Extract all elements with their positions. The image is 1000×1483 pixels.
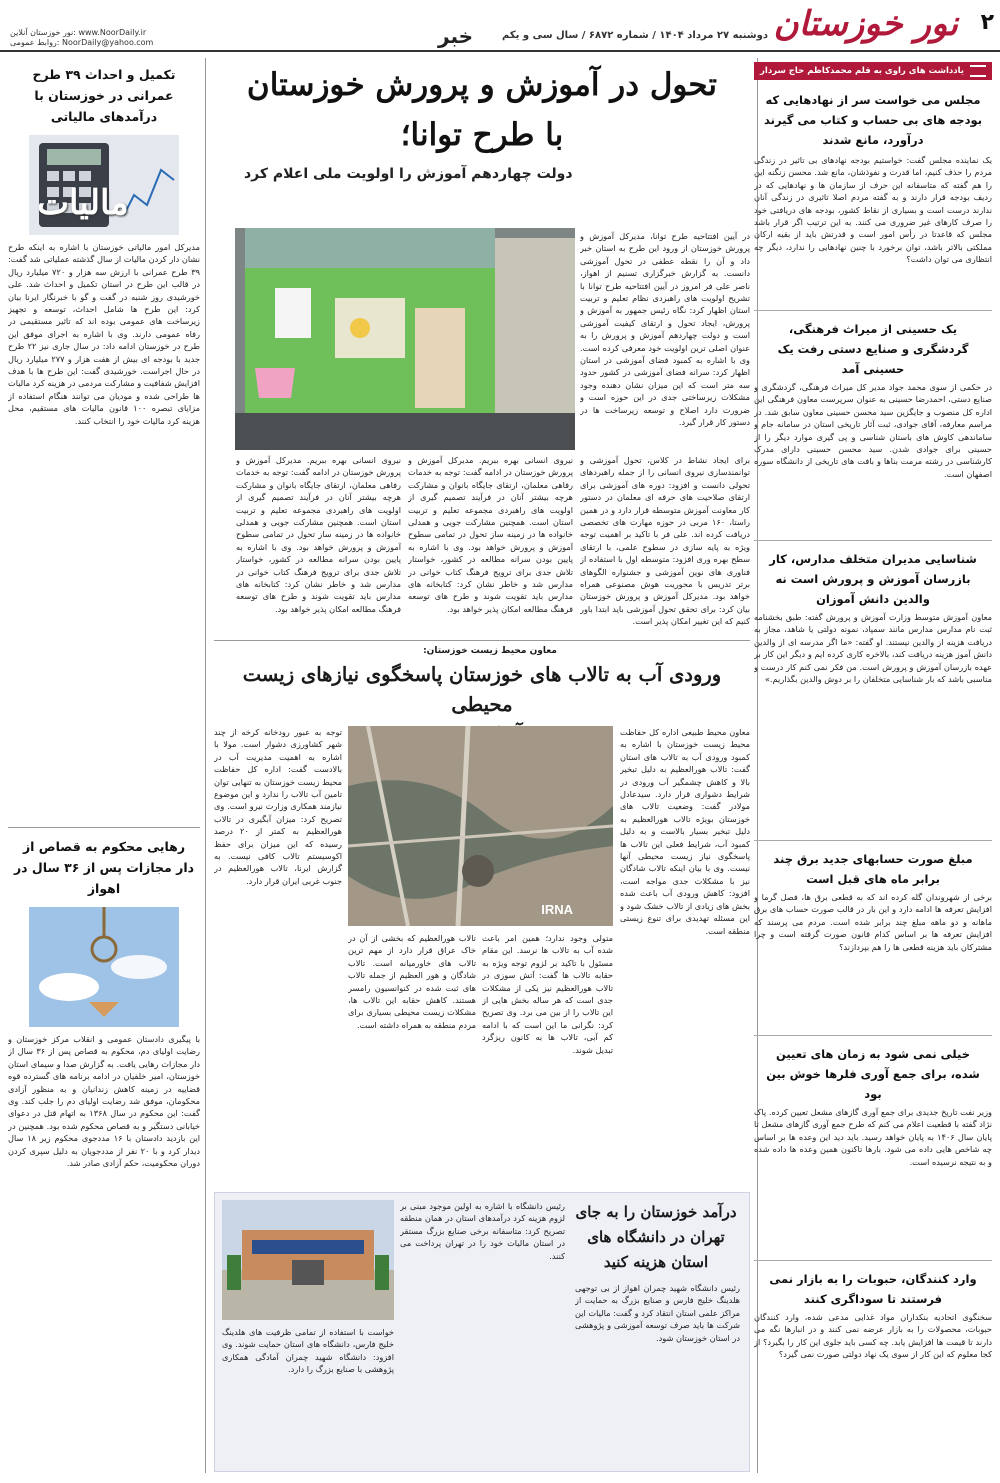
- right-item-2: [754, 311, 992, 541]
- right-item-body: سخنگوی اتحادیه بنکداران مواد غذایی مدعی شده، وارد کنندگان حبوبات، محصولات را به بازار عرضه نمی کنند و در انبارها نگه می دارند تا قیمت ها افزایش یابد. چه کسی باید جلوی این کار را بگیرد؟ از کجا معلوم که این کار از سوی یک نهاد دولتی صورت نمی گیرد؟: [754, 1312, 992, 1360]
- uni-title-line1: درآمد خوزستان را به جای: [575, 1203, 737, 1221]
- tax-body: مدیرکل امور مالیاتی خوزستان با اشاره به اینکه طرح نشان دار کردن مالیات از سال گذشته عملیاتی شد گفت: ۳۹ طرح عمرانی با ارزش سه هزار و ۷۲۰ میلیارد ریال در قالب این طرح در استان تکمیل و احداث شد. علی خورشیدی روز شنبه در گفت و گو با خبرنگار ایرنا بیان کرد: این طرح ها شامل احداث، توسعه و تجهیز زیرساخت های عمومی بوده اند که تاثیر مستقیمی در رفاه عمومی دارند. وی با اشاره به اجرای موفق این طرح در خوزستان ادامه داد: در سال جاری نیز ۲۲ طرح جدید با بودجه ای بیش از هفت هزار و ۲۷۷ میلیارد ریال در حال اجراست. خورشیدی گفت: این طرح ها با هدف افزایش شفافیت و مشارکت مردمی در هزینه کرد مالیات ها طراحی شده و مودیان می توانند هنگام استفاده از مزایای تبصره ۱۰۰ قانون مالیات های مستقیم، محل هزینه کرد مالیات خود را انتخاب کنند.: [8, 242, 200, 426]
- water-body-col1: معاون محیط طبیعی اداره کل حفاظت محیط زیست خوزستان با اشاره به کمبود ورودی آب به تالاب های استان گفت: تالاب هورالعظیم به دلیل تبخیر بالا و کاهش چشمگیر آب ورودی در شرایط دشواری قرار دارد. سیدعادل مولادر گفت: وضعیت تالاب های خوزستان بویژه تالاب هورالعظیم به دلیل تبخیر بسیار بالاست و به دلیل کمبود آب، شرایط فعلی این تالاب ها پاسخگوی نیاز زیست محیطی آنها نیست. وی با بیان اینکه تالاب شادگان نیز با مشکلات جدی مواجه است، افزود: کاهش ورودی آب باعث شده بخش های زیادی از تالاب خشک شود و این مسئله تهدیدی برای تنوع زیستی منطقه است.: [620, 727, 750, 936]
- lead-title-line1: تحول در آموزش و پرورش خوزستان: [246, 67, 718, 103]
- right-item-1: [754, 86, 992, 311]
- right-item-body: وزیر نفت تاریخ جدیدی برای جمع آوری گازهای مشعل تعیین کرده. پاک نژاد گفته با قطعیت اعلام می کنم که طرح جمع آوری گازهای مشعل تا پایان سال ۱۴۰۶ به پایان خواهد رسید. باید دید این وعده ها بر اساس چه شاخص هایی داده می شود. بارها تاکنون همین وعده ها داده شده و به نتیجه نرسیده است.: [754, 1107, 992, 1167]
- uni-headline: [570, 1200, 742, 1275]
- right-item-body: برخی از شهروندان گله کرده اند که به قطعی برق ها، فصل گرما و افزایش تعرفه ها ادامه دارد و این بار در قالب صورت حساب های برق ماهانه و دو ماهه مبلغ چند برابر شده است. مردم می پرسند که افزایش تعرفه ها بر اساس کدام قانون صورت گرفته است و چرا مشترکان باید هزینه قطعی ها را هم بپردازند؟: [754, 892, 992, 952]
- right-column: [754, 86, 992, 1471]
- right-item-4: [754, 841, 992, 1036]
- newspaper-logo: نور خوزستان: [773, 4, 958, 44]
- right-item-body: در حکمی از سوی محمد جواد مدیر کل میراث فرهنگی، گردشگری و صنایع دستی، احمدرضا حسینی به عنوان سرپرست معاون فرهنگی این اداره کل منصوب و جایگزین سید محسن حسینی معاون سابق شد. در مراسم معارفه، آقای جوادی، ثبت آثار تاریخی استان در سامانه جام و ساماندهی کاوش های باستان شناسی و پی گیری موارد دیگر را از حسینی برای جوادی شدن. سید محسن حسینی دارای مدرک کارشناسی در رشته مرمت بناها و بافت های تاریخی از دانشگاه سوره اصفهان است.: [754, 382, 992, 479]
- right-item-title: مبلغ صورت حسابهای جدید برق چند برابر ماه های قبل است: [773, 852, 973, 886]
- school-photo-image: [235, 228, 575, 450]
- lead-body-col1: در آیین افتتاحیه طرح توانا، مدیرکل آموزش و پرورش خوزستان از ورود این طرح به استان خبر داد و آن را نقطه عطفی در تحول آموزشی دانست. به گزارش خبرگزاری تسنیم از اهواز، ناصر علی فر امروز در آیین افتتاحیه طرح توانا با تشریح اولویت های راهبردی نظام تعلیم و تربیت استان اظهار کرد: نگاه رئیس جمهور به آموزش و پرورش، ایجاد تحول و ارتقای کیفیت آموزشی است و دولت چهاردهم آموزش و پرورش را به عنوان اصلی ترین اولویت خود معرفی کرده است. وی با اشاره به کمبود فضای آموزشی در استان اظهار کرد: سرانه فضای آموزشی در کشور حدود سه متر است که این میزان نشان دهنده وجود مشکلات زیرساختی جدی در این حوزه است و ضرورت دارد اصلاح و توسعه زیرساخت ها در دستور کار قرار گیرد.: [580, 231, 750, 428]
- lead-title-line2: با طرح توانا؛: [400, 117, 564, 153]
- water-title-line1: ورودی آب به تالاب های خوزستان پاسخگوی نیازهای زیست محیطی: [242, 663, 722, 716]
- execution-body: با پیگیری دادستان عمومی و انقلاب مرکز خوزستان و رضایت اولیای دم، محکوم به قصاص پس از ۳۶ سال از دار مجازات رهایی یافت. به گزارش صدا و سیمای استان خوزستان، امیر خلفیان در ادامه برنامه های گسترده قوه قضاییه در زمینه کاهش زندانیان و به منظور آزادی محکومان، موفق شد رضایت اولیای دم را جلب کند. وی گفت: این محکوم در سال ۱۳۶۸ به اتهام قتل در دعوای خیابانی دستگیر و به قصاص محکوم شده بود. همچنین در این بازدید دادستان با ۱۶ مددجوی محکوم زیر ۱۸ سال دیدار کرد و با ۲۰ نفر از مددجویان به دلیل سپری کردن دوران محکومیت، حکم آزادی صادر شد.: [8, 1034, 200, 1169]
- water-body-col4: تالاب هورالعظیم که بخشی از آن در خاک عراق قرار دارد از مهم ترین تالاب های خاورمیانه است. تالاب شادگان و هور العظیم از جمله تالاب های ثبت شده در کنوانسیون رامسر هستند. کاهش حقابه این تالاب ها، مشکلات زیست محیطی بسیاری برای مردم منطقه به همراه داشته است.: [348, 933, 476, 1030]
- water-kicker: معاون محیط زیست خوزستان:: [423, 646, 557, 656]
- notes-banner-text: یادداشت های راوی به قلم محمدکاظم حاج سردار: [760, 66, 964, 76]
- site-url[interactable]: نور خوزستان آنلاین: www.NoorDaily.ir: [10, 28, 147, 37]
- divider: [214, 640, 750, 641]
- uni-body-col3: خواست با استفاده از تمامی ظرفیت های هلدینگ خلیج فارس، دانشگاه های استان حمایت شوند. وی افزود: دانشگاه شهید چمران آمادگی همکاری پژوهشی با صنایع بزرگ را دارد.: [222, 1327, 394, 1375]
- uni-body-col1: رئیس دانشگاه شهید چمران اهواز از بی توجهی هلدینگ خلیج فارس و صنایع بزرگ به حمایت از مراکز علمی استان انتقاد کرد و گفت: مالیات این شرکت ها باید صرف توسعه آموزشی و پژوهشی در استان خوزستان شود.: [575, 1283, 740, 1343]
- wetland-photo: [348, 726, 613, 926]
- lead-body-continued: نیروی انسانی بهره ببریم. مدیرکل آموزش و پرورش خوزستان در ادامه گفت: توجه به خدمات رفاهی معلمان، ارتقای جایگاه بانوان و مشارکت هرچه بیشتر آنان در فرآیند تصمیم گیری از اولویت های راهبردی مجموعه تعلیم و تربیت استان است. همچنین مشارکت جویی و همدلی خانواده ها در زمینه ساز تحول در تمامی سطوح آموزش و پرورش خواهد بود. وی با اشاره به پایین بودن سرانه مطالعه در کشور، خواستار تلاش جدی برای ترویج فرهنگ کتاب خوانی در مدارس شد و خاطر نشان کرد: کتابخانه های مدارس باید تقویت شوند و طرح های توسعه فرهنگ مطالعه امکان پذیر خواهد بود.: [236, 455, 401, 614]
- right-item-title: وارد کنندگان، حبوبات را به بازار نمی فرستند تا سوداگری کنند: [769, 1272, 977, 1306]
- uni-title-line2: تهران در دانشگاه های: [587, 1228, 725, 1246]
- execution-title: رهایی محکوم به قصاص از دار مجازات پس از ۳۶ سال در اهواز: [13, 839, 195, 896]
- dove-noose-image: [29, 907, 179, 1027]
- university-gate-photo: [222, 1200, 394, 1320]
- site-info: [10, 28, 153, 48]
- tax-image-word: مالیات: [37, 183, 129, 223]
- right-item-body: معاون آموزش متوسط وزارت آموزش و پرورش گفته: طبق بخشنامه ثبت نام مدارس مدارس مانند سمپاد، نمونه دولتی یا شاهد، مجاز به دریافت هزینه از والدین نیستند. او گفته: «ما اگر مدرسه ای از والدین دانش آموز هزینه دریافت کند، بالاخره کاری کرده ایم و دیگر این کار بر عهده بازرسان آموزش و پرورش است. من فکر نمی کنم کار درست و مناسبی باشد که بار شناسایی متخلفان را بر دوش والدین بگذاریم.»: [754, 612, 992, 685]
- right-item-title: خیلی نمی شود به زمان های تعیین شده، برای جمع آوری فلرها خوش بین بود: [766, 1047, 980, 1101]
- page-number: ۲: [980, 10, 994, 35]
- site-email[interactable]: روابط عمومی: NoorDaily@yahoo.com: [10, 38, 154, 47]
- lead-body-col2: برای ایجاد نشاط در کلاس، تحول آموزشی و توانمندسازی نیروی انسانی را از جمله راهبردهای تحولی دانست و افزود: دوره های آموزشی برای ارتقای صلاحیت های حرفه ای معلمان در دستور کار معاونت آموزش متوسطه قرار دارد و در همین راستا، ۱۶۰ مربی در حوزه مهارت های تخصصی دریافت کرده اند. علی فر با تاکید بر اهمیت توجه ویژه به پایه سازی در سطوح علمی، با ارتقای سطح بهره وری افزود: متوسطه اول با استفاده از فناوری های نوین آموزشی و جشنواره الگوهای برتر تدریس با محوریت هوش مصنوعی همراه خواهد بود. مدیرکل آموزش و پرورش خوزستان بیان کرد: برای تحقق تحول آموزشی باید ابتدا باور کنیم که این تغییر امکان پذیر است.: [580, 455, 750, 627]
- execution-photo: [29, 907, 179, 1027]
- tax-title: تکمیل و احداث ۳۹ طرح عمرانی در خوزستان با درآمدهای مالیاتی: [32, 67, 176, 124]
- water-body-col2: توجه به عبور رودخانه کرخه از چند شهر کشاورزی دشوار است. مولا با اشاره به اهمیت مدیریت آب در بالادست گفت: اداره کل حفاظت محیط زیست خوزستان به تنهایی توان تامین آب تالاب را ندارد و این موضوع نیازمند همکاری وزارت نیرو است. وی تصریح کرد: میزان آبگیری در تالاب هورالعظیم به کمتر از ۲۰ درصد رسیده که این میزان برای حفظ اکوسیستم تالاب کافی نیست. به گزارش ایرنا، تالاب هورالعظیم در جنوب غربی ایران قرار دارد.: [214, 727, 342, 886]
- lead-headline: [214, 64, 750, 182]
- dateline: دوشنبه ۲۷ مرداد ۱۴۰۴ / شماره ۶۸۷۲ / سال سی و یکم: [501, 30, 768, 41]
- lead-body-col4: [236, 454, 401, 634]
- lead-body-col3: نیروی انسانی بهره ببریم. مدیرکل آموزش و پرورش خوزستان در ادامه گفت: توجه به خدمات رفاهی معلمان، ارتقای جایگاه بانوان و مشارکت هرچه بیشتر آنان در فرآیند تصمیم گیری از اولویت های راهبردی مجموعه تعلیم و تربیت استان است. همچنین مشارکت جویی و همدلی خانواده ها در زمینه ساز تحول در تمامی سطوح آموزش و پرورش خواهد بود. وی با اشاره به پایین بودن سرانه مطالعه در کشور، خواستار تلاش جدی برای ترویج فرهنگ کتاب خوانی در مدارس شد و خاطر نشان کرد: کتابخانه های مدارس باید تقویت شوند و طرح های توسعه فرهنگ مطالعه امکان پذیر خواهد بود.: [408, 455, 573, 614]
- water-body-col3: متولی وجود ندارد؛ همین امر باعث شده آب به تالاب ها نرسد. این مقام مسئول با تاکید بر لزوم توجه ویژه به حقابه تالاب ها گفت: آتش سوزی در تالاب هورالعظیم نیز یکی از مشکلات جدی است که هر ساله بخش هایی از این تالاب را از بین می برد. وی تصریح کرد: نگرانی ما این است که با ادامه کم آبی، تالاب ها به کانون ریزگرد تبدیل شوند.: [482, 933, 613, 1055]
- right-item-title: یک حسینی از میراث فرهنگی، گردشگری و صنایع دستی رفت یک حسینی آمد: [777, 322, 969, 376]
- notes-icon: [970, 65, 986, 77]
- university-gate-image: [222, 1200, 394, 1320]
- section-name: خبر: [438, 24, 474, 48]
- right-item-5: [754, 1036, 992, 1261]
- uni-title-line3: استان هزینه کنید: [603, 1253, 709, 1271]
- notes-banner: [754, 62, 992, 80]
- right-item-title: مجلس می خواست سر از نهادهایی که بودجه های بی حساب و کتاب می گیرند درآورد، مانع شدند: [763, 93, 983, 147]
- left-column: [8, 62, 200, 1472]
- lead-subtitle: دولت چهاردهم آموزش را اولویت ملی اعلام کرد: [244, 166, 573, 182]
- right-item-3: [754, 541, 992, 841]
- wetland-photo-image: [348, 726, 613, 926]
- divider: [8, 827, 200, 828]
- right-item-body: یک نماینده مجلس گفت: خواستیم بودجه نهادهای بی تاثیر در زندگی مردم را حذف کنیم، اما قدرت و نفوذشان، مانع شد. محسن زنگنه این را هم گفته که متاسفانه این حرف از سازمان ها و نهادهایی که در ردیف بودجه قرار دارند و به گفته مردم اصلا تاثیری در زندگی آنان ندارند درست است و بسیاری از نقاط کشور، بودجه های دریافتی خود را صرف کارهای غیر ضروری می کنند. به این ترتیب اگر قرار باشد مجلس که قاعدتا در رأس امور است و قدرتش باید از بقیه ارکان مملکتی بالاتر باشد، توان برخورد با چنین نهادهایی را ندارد، دیگر چه انتظاری می توان داشت؟: [754, 155, 992, 265]
- photo-credit: IRNA: [541, 902, 573, 917]
- tax-photo: [29, 135, 179, 235]
- masthead: [0, 0, 1000, 52]
- school-photo: [235, 228, 575, 450]
- right-item-title: شناسایی مدیران متخلف مدارس، کار بازرسان آموزش و پرورش است نه والدین دانش آموزان: [769, 552, 977, 606]
- uni-body-col2: رئیس دانشگاه با اشاره به اولین موجود مبنی بر لزوم هزینه کرد درآمدهای استان در همان منطقه تصریح کرد: متاسفانه برخی صنایع بزرگ مستقر در استان مالیات خود را در تهران پرداخت می کنند.: [400, 1201, 565, 1261]
- right-item-6: [754, 1261, 992, 1461]
